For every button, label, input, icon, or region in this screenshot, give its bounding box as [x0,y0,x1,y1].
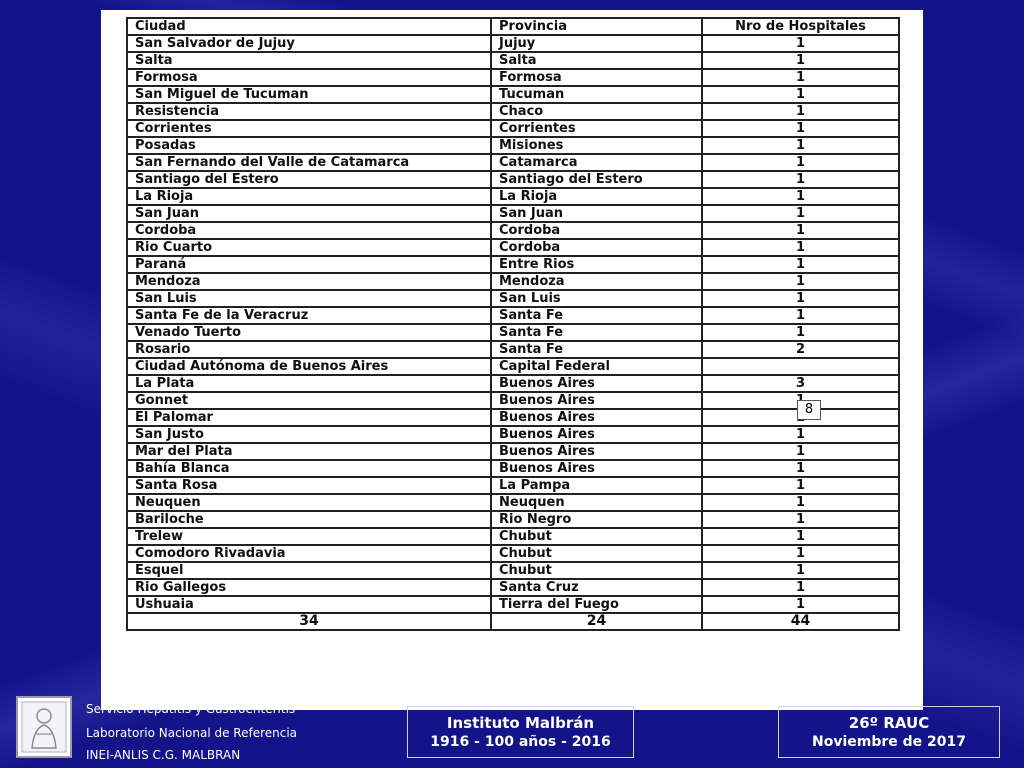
cell-provincia: Santa Fe [491,341,702,358]
cell-provincia: La Pampa [491,477,702,494]
cell-hospitales: 3 [702,375,899,392]
table-row [127,562,899,579]
cell-provincia: Buenos Aires [491,392,702,409]
cell-ciudad: Santa Fe de la Veracruz [127,307,491,324]
cell-ciudad: Esquel [127,562,491,579]
cell-ciudad: La Plata [127,375,491,392]
cell-ciudad: Bahía Blanca [127,460,491,477]
cell-ciudad: Mar del Plata [127,443,491,460]
cell-ciudad: Santiago del Estero [127,171,491,188]
cell-hospitales: 1 [702,86,899,103]
cell-hospitales: 1 [702,120,899,137]
cell-ciudad: El Palomar [127,409,491,426]
cell-provincia: Chubut [491,528,702,545]
table-row [127,86,899,103]
table-row [127,273,899,290]
cell-provincia: San Juan [491,205,702,222]
cell-provincia: Salta [491,52,702,69]
header-provincia: Provincia [491,18,702,35]
institute-logo [16,696,72,758]
cell-hospitales: 1 [702,579,899,596]
cell-provincia: San Luis [491,290,702,307]
table-row [127,426,899,443]
cell-ciudad: Bariloche [127,511,491,528]
totals-row [127,613,899,630]
cell-hospitales: 1 [702,103,899,120]
header-ciudad: Ciudad [127,18,491,35]
cell-provincia: Formosa [491,69,702,86]
cell-hospitales: 1 [702,205,899,222]
table-row [127,171,899,188]
table-header-row [127,18,899,35]
cell-ciudad: Formosa [127,69,491,86]
table-row [127,290,899,307]
cell-ciudad: Comodoro Rivadavia [127,545,491,562]
table-row [127,69,899,86]
header-nro-hospitales: Nro de Hospitales [702,18,899,35]
cell-provincia: Buenos Aires [491,426,702,443]
rauc-box [778,706,1000,758]
cell-hospitales: 1 [702,562,899,579]
cell-provincia: Santiago del Estero [491,171,702,188]
cell-hospitales: 1 [702,222,899,239]
cell-hospitales: 2 [702,341,899,358]
cell-hospitales: 1 [702,290,899,307]
rauc-date: Noviembre de 2017 [812,734,966,750]
total-provincias: 24 [491,613,702,630]
table-row [127,222,899,239]
table-row [127,392,899,409]
cell-ciudad: Mendoza [127,273,491,290]
annotation-value: 8 [797,400,821,420]
cell-provincia: Buenos Aires [491,409,702,426]
cell-hospitales: 1 [702,307,899,324]
table-row [127,545,899,562]
total-ciudades: 34 [127,613,491,630]
cell-hospitales: 1 [702,545,899,562]
table-row [127,494,899,511]
cell-ciudad: San Justo [127,426,491,443]
cell-hospitales: 1 [702,239,899,256]
cell-provincia: Buenos Aires [491,460,702,477]
cell-ciudad: Paraná [127,256,491,273]
cell-ciudad: Neuquen [127,494,491,511]
footer-institute: INEI-ANLIS C.G. MALBRAN [86,748,241,762]
cell-provincia: Santa Cruz [491,579,702,596]
cell-provincia: Tierra del Fuego [491,596,702,613]
cell-hospitales: 1 [702,188,899,205]
table-row [127,120,899,137]
table-row [127,596,899,613]
hospitals-table [126,17,900,631]
table-row [127,409,899,426]
table-row [127,477,899,494]
cell-ciudad: Salta [127,52,491,69]
cell-ciudad: Ushuaia [127,596,491,613]
cell-provincia: Tucuman [491,86,702,103]
table-row [127,579,899,596]
cell-hospitales: 1 [702,256,899,273]
cell-hospitales: 1 [702,154,899,171]
table-row [127,528,899,545]
footer-service: Servicio Hepatitis y Gastroenteritis [86,702,296,716]
malbran-title: Instituto Malbrán [446,714,595,732]
table-row [127,188,899,205]
cell-ciudad: Venado Tuerto [127,324,491,341]
malbran-years: 1916 - 100 años - 2016 [430,734,611,750]
table-row [127,341,899,358]
cell-hospitales: 1 [702,528,899,545]
cell-hospitales: 1 [702,137,899,154]
table-row [127,256,899,273]
cell-ciudad: Rio Cuarto [127,239,491,256]
cell-ciudad: Cordoba [127,222,491,239]
cell-ciudad: San Fernando del Valle de Catamarca [127,154,491,171]
cell-provincia: Capital Federal [491,358,702,375]
cell-hospitales: 1 [702,273,899,290]
cell-ciudad: San Juan [127,205,491,222]
total-hospitales: 44 [702,613,899,630]
cell-provincia: Santa Fe [491,324,702,341]
cell-ciudad: Santa Rosa [127,477,491,494]
cell-provincia: Catamarca [491,154,702,171]
table-row [127,154,899,171]
table-row [127,103,899,120]
cell-ciudad: San Miguel de Tucuman [127,86,491,103]
cell-ciudad: San Luis [127,290,491,307]
table-row [127,239,899,256]
cell-ciudad: Rio Gallegos [127,579,491,596]
table-row [127,358,899,375]
cell-provincia: Rio Negro [491,511,702,528]
cell-hospitales [702,358,899,375]
table-row [127,52,899,69]
table-row [127,324,899,341]
table-row [127,35,899,52]
cell-provincia: Misiones [491,137,702,154]
cell-ciudad: Corrientes [127,120,491,137]
cell-ciudad: Resistencia [127,103,491,120]
cell-provincia: Chaco [491,103,702,120]
cell-provincia: Buenos Aires [491,443,702,460]
cell-ciudad: Trelew [127,528,491,545]
table-row [127,307,899,324]
table-row [127,511,899,528]
table-row [127,375,899,392]
cell-hospitales: 1 [702,494,899,511]
table-row [127,137,899,154]
cell-provincia: Neuquen [491,494,702,511]
cell-provincia: Entre Rios [491,256,702,273]
malbran-box [407,706,634,758]
table-row [127,205,899,222]
cell-provincia: Mendoza [491,273,702,290]
cell-provincia: Cordoba [491,239,702,256]
cell-provincia: Buenos Aires [491,375,702,392]
cell-provincia: Santa Fe [491,307,702,324]
cell-hospitales: 1 [702,426,899,443]
cell-provincia: Cordoba [491,222,702,239]
cell-hospitales: 1 [702,511,899,528]
cell-provincia: Chubut [491,562,702,579]
cell-ciudad: Gonnet [127,392,491,409]
cell-hospitales: 1 [702,171,899,188]
cell-ciudad: San Salvador de Jujuy [127,35,491,52]
cell-hospitales: 1 [702,35,899,52]
cell-ciudad: Rosario [127,341,491,358]
cell-provincia: Corrientes [491,120,702,137]
cell-provincia: Chubut [491,545,702,562]
cell-provincia: Jujuy [491,35,702,52]
cell-hospitales: 1 [702,443,899,460]
cell-provincia: La Rioja [491,188,702,205]
cell-ciudad: La Rioja [127,188,491,205]
cell-hospitales: 1 [702,477,899,494]
cell-hospitales: 1 [702,596,899,613]
table-row [127,460,899,477]
footer-lab: Laboratorio Nacional de Referencia [86,726,298,740]
cell-ciudad: Posadas [127,137,491,154]
cell-ciudad: Ciudad Autónoma de Buenos Aires [127,358,491,375]
cell-hospitales: 1 [702,52,899,69]
cell-hospitales: 1 [702,69,899,86]
rauc-title: 26º RAUC [848,714,930,732]
cell-hospitales: 1 [702,460,899,477]
cell-hospitales: 1 [702,324,899,341]
table-row [127,443,899,460]
